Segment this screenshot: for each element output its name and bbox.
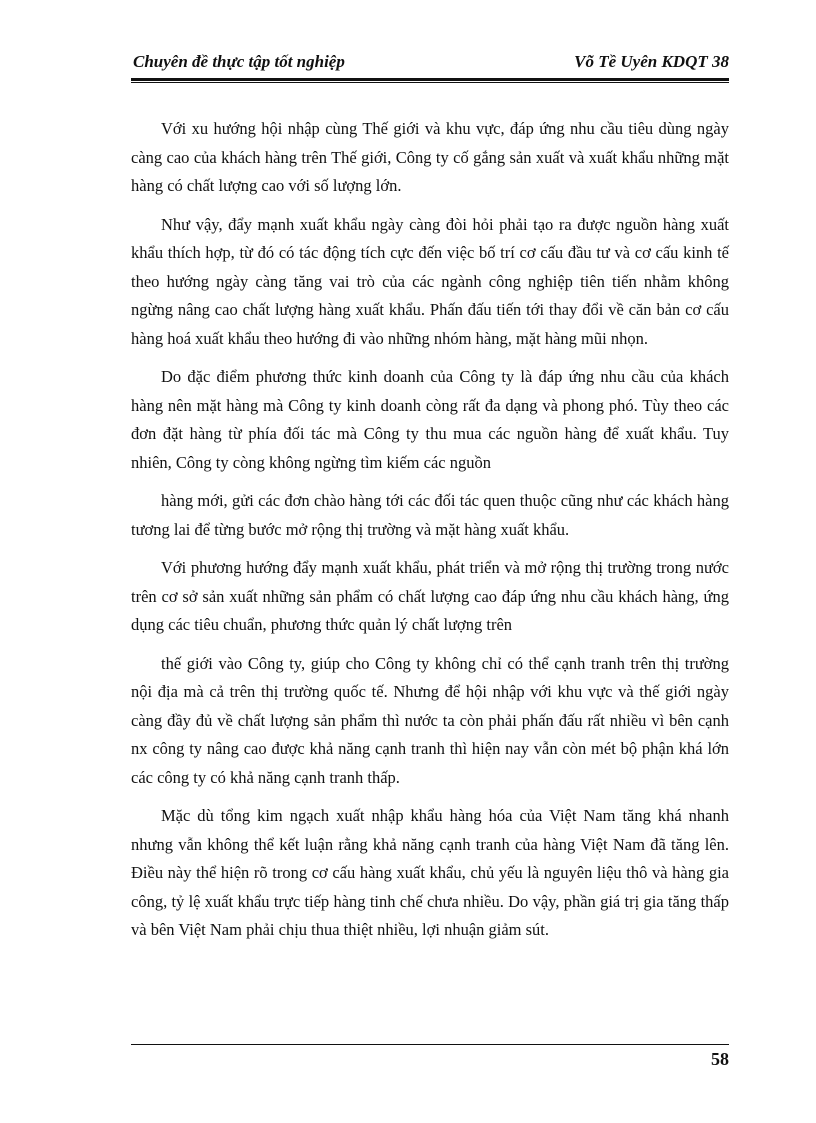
header-title: Chuyên đề thực tập tốt nghiệp bbox=[133, 52, 345, 71]
paragraph-4: hàng mới, gửi các đơn chào hàng tới các đối tác quen thuộc cũng như các khách hàng tương lai để từng bước mở rộng thị trường và mặt hàng xuất khẩu. bbox=[131, 491, 729, 539]
paragraph-7: Mặc dù tổng kim ngạch xuất nhập khẩu hàng hóa của Việt Nam tăng khá nhanh nhưng vẫn không thể kết luận rằng khả năng cạnh tranh của hàng Việt Nam đã tăng lên. Điều này thể hiện rõ trong cơ cấu hàng xuất khẩu, chủ yếu là nguyên liệu thô và hàng gia công, tỷ lệ xuất khẩu trực tiếp hàng tinh chế chưa nhiều. Do vậy, phần giá trị gia tăng thấp và bên Việt Nam phải chịu thua thiệt nhiều, lợi nhuận giảm sút. bbox=[131, 806, 729, 939]
page-number: 58 bbox=[711, 1049, 729, 1069]
paragraph-6: thế giới vào Công ty, giúp cho Công ty không chỉ có thể cạnh tranh trên thị trường nội địa mà cả trên thị trường quốc tế. Nhưng để hội nhập với khu vực và thế giới ngày càng đầy đủ về chất lượng sản phẩm thì nước ta còn phải phấn đấu rất nhiều vì bên cạnh nx công ty nâng cao được khả năng cạnh tranh thì hiện nay vẫn còn mét bộ phận khá lớn các công ty có khả năng cạnh tranh thấp. bbox=[131, 653, 729, 787]
header-divider bbox=[131, 78, 729, 83]
paragraph-5: Với phương hướng đẩy mạnh xuất khẩu, phát triển và mở rộng thị trường trong nước trên cơ sở sản xuất những sản phẩm có chất lượng cao đáp ứng nhu cầu khách hàng, ứng dụng các tiêu chuẩn, phương thức quản lý chất lượng trên bbox=[131, 558, 729, 634]
header-author: Võ Tề Uyên KDQT 38 bbox=[574, 52, 729, 71]
document-body bbox=[131, 115, 729, 955]
paragraph-1: Với xu hướng hội nhập cùng Thế giới và khu vực, đáp ứng nhu cầu tiêu dùng ngày càng cao của khách hàng trên Thế giới, Công ty cố gắng sản xuất và xuất khẩu những mặt hàng có chất lượng cao với số lượng lớn. bbox=[131, 119, 729, 195]
footer-divider bbox=[131, 1044, 729, 1045]
paragraph-3: Do đặc điểm phương thức kinh doanh của Công ty là đáp ứng nhu cầu của khách hàng nên mặt hàng mà Công ty kinh doanh còng rất đa dạng và phong phó. Tùy theo các đơn đặt hàng từ phía đối tác mà Công ty thu mua các nguồn hàng để xuất khẩu. Tuy nhiên, Công ty còng không ngừng tìm kiếm các nguồn bbox=[131, 367, 729, 472]
page-header bbox=[131, 52, 729, 76]
paragraph-2: Như vậy, đẩy mạnh xuất khẩu ngày càng đòi hỏi phải tạo ra được nguồn hàng xuất khẩu thích hợp, từ đó có tác động tích cực đến việc bố trí cơ cấu đầu tư và cơ cấu kinh tế theo hướng ngày càng tăng vai trò của các ngành công nghiệp tiên tiến nhằm không ngừng nâng cao chất lượng hàng xuất khẩu. Phấn đấu tiến tới thay đổi về căn bản cơ cấu hàng hoá xuất khẩu theo hướng đi vào những nhóm hàng, mặt hàng mũi nhọn. bbox=[131, 214, 729, 348]
